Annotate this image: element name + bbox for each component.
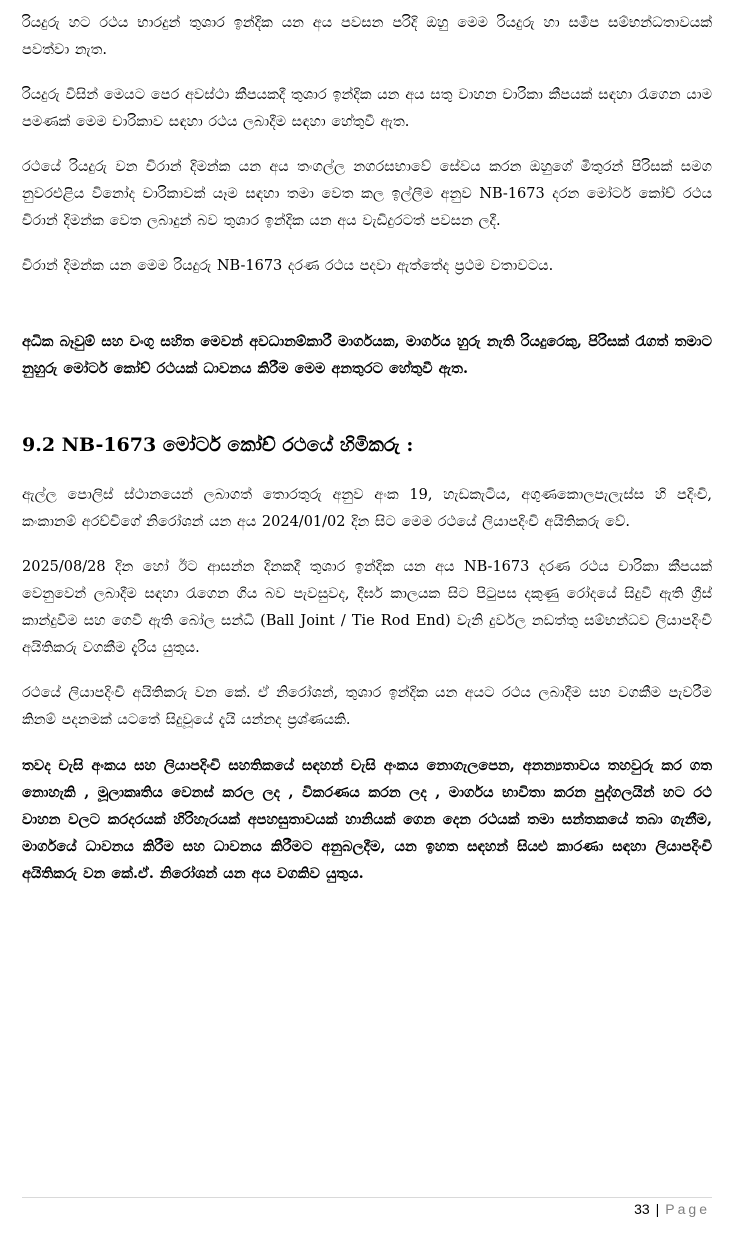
paragraph-registered-owner: ඇල්ල පොලිස් ස්ථානයෙන් ලබාගත් තොරතුරු අනුව අංක 19, හැඩකැටිය, අගුණකොලපැලැස්ස හි පදිංචි, කංකානම් අරච්චිගේ නිරෝශන් යන අය 2024/01/02 දින සිට මෙම රථයේ ලියාපදිංචි අයිතිකරු වේ. [22,487,712,530]
paragraph-gap [22,136,712,154]
footer-divider [22,1197,712,1198]
paragraph-first-time-driving: චිරාන් දිමන්ක යන මෙම රියදුරු NB-1673 දරණ රථය පදවා ඇත්තේද ප්‍රථම වතාවටය. [22,258,554,274]
paragraph-gap [22,536,712,554]
paragraph-vehicle-handover: රථයේ රියදුරු වන චිරාන් දිමන්ක යන අය තංගල්ල නගරසභාවේ සේවය කරන ඔහුගේ මිතුරන් පිරිසක් සමග නුවරඑළිය විනෝද චාරිකාවක් යෑම සඳහා තමා වෙත කල ඉල්ලීම අනුව NB-1673 දරන මෝටර් කෝච් රථය චිරාන් දිමන්ක වෙත ලබාදුන් බව තුශාර ඉන්දික යන අය වැඩිදුරටත් පවසන ලදී. [22,159,712,229]
paragraph-gap [22,235,712,253]
paragraph-owner-liability: තවද චැසි අංකය සහ ලියාපදිංචි සහතිකයේ සඳහන් චැසි අංකය නොගැලපෙන, අනන්‍යතාවය තහවුරු කර ගත නොහැකි , මූලාකෘතිය වෙනස් කරල ලද , විකරණය කරන ලද , මාර්ගය භාවිතා කරන පුද්ගලයින් හට රථ වාහන වලට කරදරයක් හිරිහැරයක් අපහසුතාවයක් හානියක් ගෙන දෙන රථයක් තමා සන්තකයේ තබා ගැනීම, මාර්ගයේ ධාවනය කිරීම සහ ධාවනය කිරීමට අනුබලදීම, යන ඉහත සඳහන් සියළු කාරණා සඳහා ලියාපදිංචි අයිතිකරු වන කේ.ඒ. නිරෝශන් යන අය වගකිව යුතුය. [22,757,712,882]
document-page [22,10,712,887]
paragraph-maintenance-responsibility: 2025/08/28 දින හෝ ඊට ආසන්න දිනකදී තුශාර ඉන්දික යන අය NB-1673 දරණ රථය චාරිකා කීපයක් වෙනුවෙන් ලබාදීම සඳහා රැගෙන ගිය බව පැවසුවද, දීර්ඝ කාලයක සිට පිටුපස දකුණු රෝදයේ සිදුවී ඇති ග්‍රීස් කාන්දුවීම සහ ගෙවී ඇති බෝල සන්ධි (Ball Joint / Tie Rod End) වැනි දුර්වල නඩත්තු සම්භන්ධව ලියාපදිංචි අයිතිකරු වගකීම දැරිය යුතුය. [22,559,712,656]
paragraph-gap [22,460,712,482]
paragraph-gap [22,662,712,680]
paragraph-gap [22,64,712,82]
section-heading-owner: 9.2 NB-1673 මෝටර් කෝච් රථයේ හිමිකරු : [22,434,414,456]
paragraph-previous-trips: රියදුරු විසින් මෙයට පෙර අවස්ථා කීපයකදී තුශාර ඉන්දික යන අය සතු වාහන චාරිකා කීපයක් සඳහා රැගෙන යාම පමණක් මෙම චාරිකාව සඳහා රථය ලබාදීම සඳහා හේතුවී ඇත. [22,87,712,130]
page-number: 33 [634,1201,650,1217]
paragraph-gap [22,382,712,430]
paragraph-driver-relationship: රියදුරු හට රථය භාරදුන් තුශාර ඉන්දික යන අය පවසන පරිදි ඔහු මෙම රියදුරු හා සමීප සම්භන්ධතාවයක් පවත්වා නැත. [22,15,712,58]
page-label: Page [665,1201,710,1217]
page-footer [634,1201,710,1217]
paragraph-accident-cause: අධික බෑවුම් සහ වංගු සහිත මෙවන් අවධානම්කාරී මාර්ගයක, මාර්ගය හුරු නැති රියදුරෙකු, පිරිසක් රැගත් තමාට නුහුරු මෝටර් කෝච් රථයක් ධාවනය කිරීම මෙම අනතුරට හේතුවී ඇත. [22,333,712,377]
paragraph-gap [22,280,712,328]
paragraph-handover-question: රථයේ ලියාපදිංචි අයිතිකරු වන කේ. ඒ නිරෝශන්, තුශාර ඉන්දික යන අයට රථය ලබාදීම සහ වගකීම පැවරීම කිනම් පදනමක් යටතේ සිදුවූයේ දැයි යන්නද ප්‍රශ්ණයකි. [22,685,712,728]
footer-separator: | [655,1201,660,1217]
paragraph-gap [22,734,712,752]
